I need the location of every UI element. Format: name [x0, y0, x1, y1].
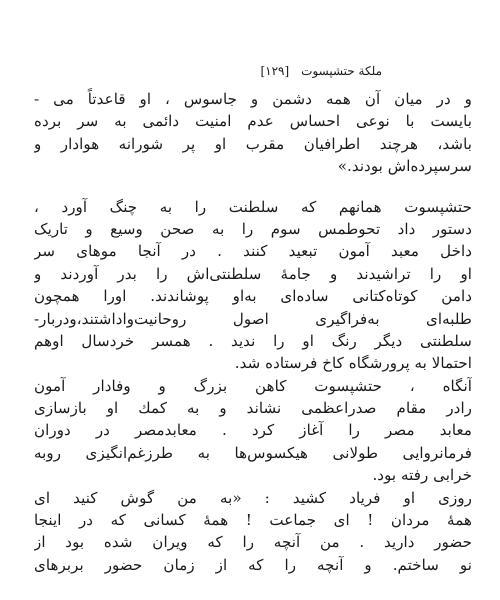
text-line: فرمانروایی طولانی هیکسوس‌ها به طرزغم‌انگیزی روبه [34, 443, 472, 462]
body-text [34, 88, 472, 576]
text-line: همهٔ مردان ! ای جماعت ! همهٔ کسانی که در اینجا [34, 511, 472, 530]
text-line: باشد، هرچند اطرافیان مقرب او پر شورانه هوادار و [34, 134, 472, 153]
text-line: آنگاه ، حتشپسوت کاهن بزرگ و وفادار آمون [34, 376, 472, 395]
text-line: بایست با نوعی احساس عدم امنیت دائمی به سر برده [34, 112, 472, 131]
text-line: خرابی رفته بود. [372, 466, 472, 485]
text-line: رادر مقام صدراعظمی نشاند و به کمك او بازسازی [34, 399, 472, 418]
text-line: حتشپسوت همانهم که سلطنت را به چنگ آورد ، [34, 197, 472, 216]
text-line: معابد مصر را آغاز کرد . معابدمصر در دوران [34, 421, 472, 440]
text-line: و در میان آن همه دشمن و جاسوس ، او قاعدتاً می - [34, 90, 472, 108]
running-head [34, 60, 472, 82]
chapter-title: ملكة حتشپسوت [301, 64, 382, 78]
text-line: روزی او فریاد کشید : «به من گوش کنید ای [34, 488, 472, 507]
text-line: سلطنتی دیگر رنگ او را ندید . همسر خردسال اوهم [34, 331, 472, 350]
page-number: [۱۲۹] [260, 64, 290, 78]
paragraph-gap [34, 178, 472, 196]
text-line: حضور دارید . من آنچه را که ویران شده بود از [34, 533, 472, 552]
text-line: دستور داد تحوطمس سوم را به صحن وسیع و تاریک [34, 219, 472, 238]
text-line: سرسپرده‌اش بودند.» [337, 157, 472, 176]
text-line: طلبه‌ای به‌فراگیری اصول روحانیت‌واداشتند،ودربار- [34, 309, 472, 328]
text-line: داخل معبد آمون تبعید کنند . در آنجا موهای سر [34, 242, 472, 261]
text-line: نو ساختم. و آنچه را که از زمان حضور بربرهای [34, 555, 472, 574]
text-line: دامن کوتاه‌کتانی ساده‌ای به‌او پوشاندند. اورا همچون [34, 287, 472, 306]
book-page [34, 60, 472, 580]
text-line: او را تراشیدند و جامهٔ سلطنتی‌اش را بدر آوردند و [34, 264, 472, 283]
text-line: احتمالا به پرورشگاه کاخ فرستاده شد. [234, 354, 472, 373]
